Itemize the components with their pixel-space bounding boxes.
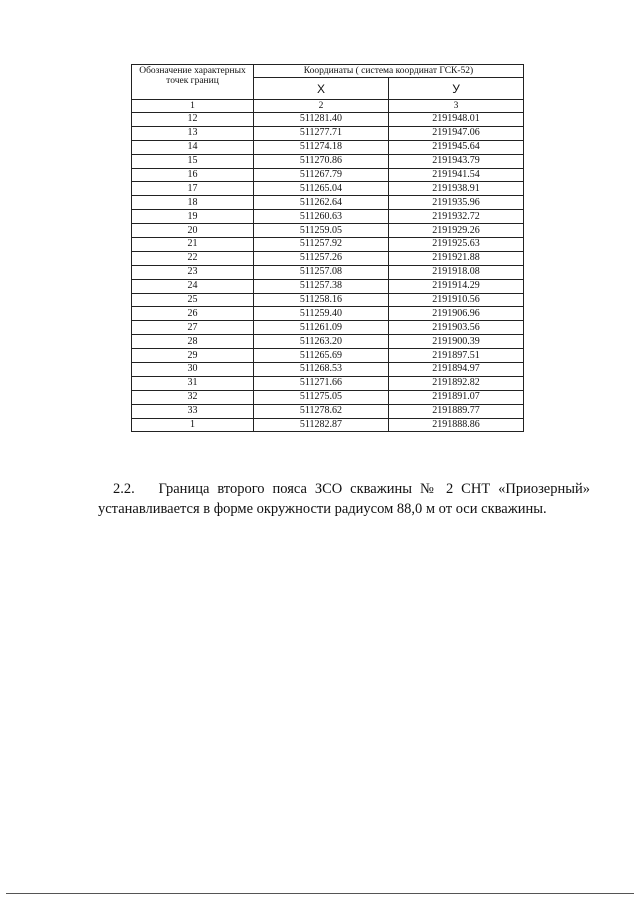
x-coordinate-cell: 511265.04 [254, 182, 389, 196]
table-row [132, 224, 524, 238]
table-row [132, 168, 524, 182]
point-designation-header: Обозначение характерных точек границ [132, 65, 254, 100]
x-coordinate-cell: 511270.86 [254, 154, 389, 168]
x-coordinate-cell: 511257.26 [254, 251, 389, 265]
table-row [132, 404, 524, 418]
y-coordinate-cell: 2191894.97 [389, 363, 524, 377]
table-row [132, 349, 524, 363]
point-number-cell: 18 [132, 196, 254, 210]
point-number-cell: 25 [132, 293, 254, 307]
x-coordinate-cell: 511261.09 [254, 321, 389, 335]
column-number-1: 1 [132, 100, 254, 113]
point-number-cell: 21 [132, 238, 254, 252]
y-coordinate-cell: 2191941.54 [389, 168, 524, 182]
x-coordinate-cell: 511268.53 [254, 363, 389, 377]
table-row [132, 307, 524, 321]
x-coordinate-cell: 511258.16 [254, 293, 389, 307]
y-coordinate-cell: 2191921.88 [389, 251, 524, 265]
y-coordinate-cell: 2191938.91 [389, 182, 524, 196]
point-number-cell: 13 [132, 126, 254, 140]
x-coordinate-cell: 511263.20 [254, 335, 389, 349]
y-coordinate-cell: 2191918.08 [389, 265, 524, 279]
point-number-cell: 19 [132, 210, 254, 224]
y-column-header: У [389, 78, 524, 100]
x-coordinate-cell: 511259.05 [254, 224, 389, 238]
point-number-cell: 17 [132, 182, 254, 196]
table-row [132, 418, 524, 432]
table-row [132, 196, 524, 210]
paragraph-text: Граница второго пояса ЗСО скважины № 2 СНТ «Приозерный» устанавливается в форме окружности радиусом 88,0 м от оси скважины. [98, 480, 591, 517]
table-row [132, 293, 524, 307]
x-coordinate-cell: 511278.62 [254, 404, 389, 418]
x-coordinate-cell: 511277.71 [254, 126, 389, 140]
point-number-cell: 26 [132, 307, 254, 321]
page-bottom-rule [6, 893, 634, 894]
x-coordinate-cell: 511274.18 [254, 140, 389, 154]
table-row [132, 154, 524, 168]
y-coordinate-cell: 2191888.86 [389, 418, 524, 432]
point-number-cell: 27 [132, 321, 254, 335]
table-row [132, 376, 524, 390]
x-coordinate-cell: 511282.87 [254, 418, 389, 432]
x-column-header: X [254, 78, 389, 100]
point-number-cell: 31 [132, 376, 254, 390]
table-row [132, 182, 524, 196]
coordinates-table [131, 64, 524, 432]
table-row [132, 321, 524, 335]
point-number-cell: 23 [132, 265, 254, 279]
table-row [132, 335, 524, 349]
point-number-cell: 32 [132, 390, 254, 404]
y-coordinate-cell: 2191932.72 [389, 210, 524, 224]
point-number-cell: 28 [132, 335, 254, 349]
y-coordinate-cell: 2191891.07 [389, 390, 524, 404]
y-coordinate-cell: 2191943.79 [389, 154, 524, 168]
coordinates-table-body [132, 113, 524, 432]
point-number-cell: 22 [132, 251, 254, 265]
y-coordinate-cell: 2191935.96 [389, 196, 524, 210]
y-coordinate-cell: 2191892.82 [389, 376, 524, 390]
x-coordinate-cell: 511257.08 [254, 265, 389, 279]
table-row [132, 113, 524, 127]
x-coordinate-cell: 511281.40 [254, 113, 389, 127]
y-coordinate-cell: 2191900.39 [389, 335, 524, 349]
point-number-cell: 1 [132, 418, 254, 432]
point-number-cell: 15 [132, 154, 254, 168]
column-number-2: 2 [254, 100, 389, 113]
y-coordinate-cell: 2191906.96 [389, 307, 524, 321]
y-coordinate-cell: 2191945.64 [389, 140, 524, 154]
table-row [132, 265, 524, 279]
column-number-3: 3 [389, 100, 524, 113]
x-coordinate-cell: 511257.38 [254, 279, 389, 293]
table-row [132, 238, 524, 252]
y-coordinate-cell: 2191929.26 [389, 224, 524, 238]
x-coordinate-cell: 511259.40 [254, 307, 389, 321]
point-number-cell: 16 [132, 168, 254, 182]
point-number-cell: 29 [132, 349, 254, 363]
point-number-cell: 30 [132, 363, 254, 377]
coordinates-system-header: Координаты ( система координат ГСК-52) [254, 65, 524, 78]
y-coordinate-cell: 2191910.56 [389, 293, 524, 307]
x-coordinate-cell: 511267.79 [254, 168, 389, 182]
section-paragraph [98, 479, 590, 519]
table-row [132, 140, 524, 154]
y-coordinate-cell: 2191889.77 [389, 404, 524, 418]
y-coordinate-cell: 2191947.06 [389, 126, 524, 140]
x-coordinate-cell: 511271.66 [254, 376, 389, 390]
x-coordinate-cell: 511275.05 [254, 390, 389, 404]
table-row [132, 363, 524, 377]
x-coordinate-cell: 511257.92 [254, 238, 389, 252]
point-number-cell: 14 [132, 140, 254, 154]
table-row [132, 279, 524, 293]
point-number-cell: 12 [132, 113, 254, 127]
paragraph-number: 2.2. [113, 480, 135, 497]
table-row [132, 251, 524, 265]
y-coordinate-cell: 2191925.63 [389, 238, 524, 252]
point-number-cell: 24 [132, 279, 254, 293]
point-number-cell: 33 [132, 404, 254, 418]
table-row [132, 390, 524, 404]
y-coordinate-cell: 2191914.29 [389, 279, 524, 293]
point-number-cell: 20 [132, 224, 254, 238]
x-coordinate-cell: 511265.69 [254, 349, 389, 363]
y-coordinate-cell: 2191897.51 [389, 349, 524, 363]
x-coordinate-cell: 511262.64 [254, 196, 389, 210]
x-coordinate-cell: 511260.63 [254, 210, 389, 224]
table-row [132, 210, 524, 224]
y-coordinate-cell: 2191903.56 [389, 321, 524, 335]
y-coordinate-cell: 2191948.01 [389, 113, 524, 127]
table-row [132, 126, 524, 140]
